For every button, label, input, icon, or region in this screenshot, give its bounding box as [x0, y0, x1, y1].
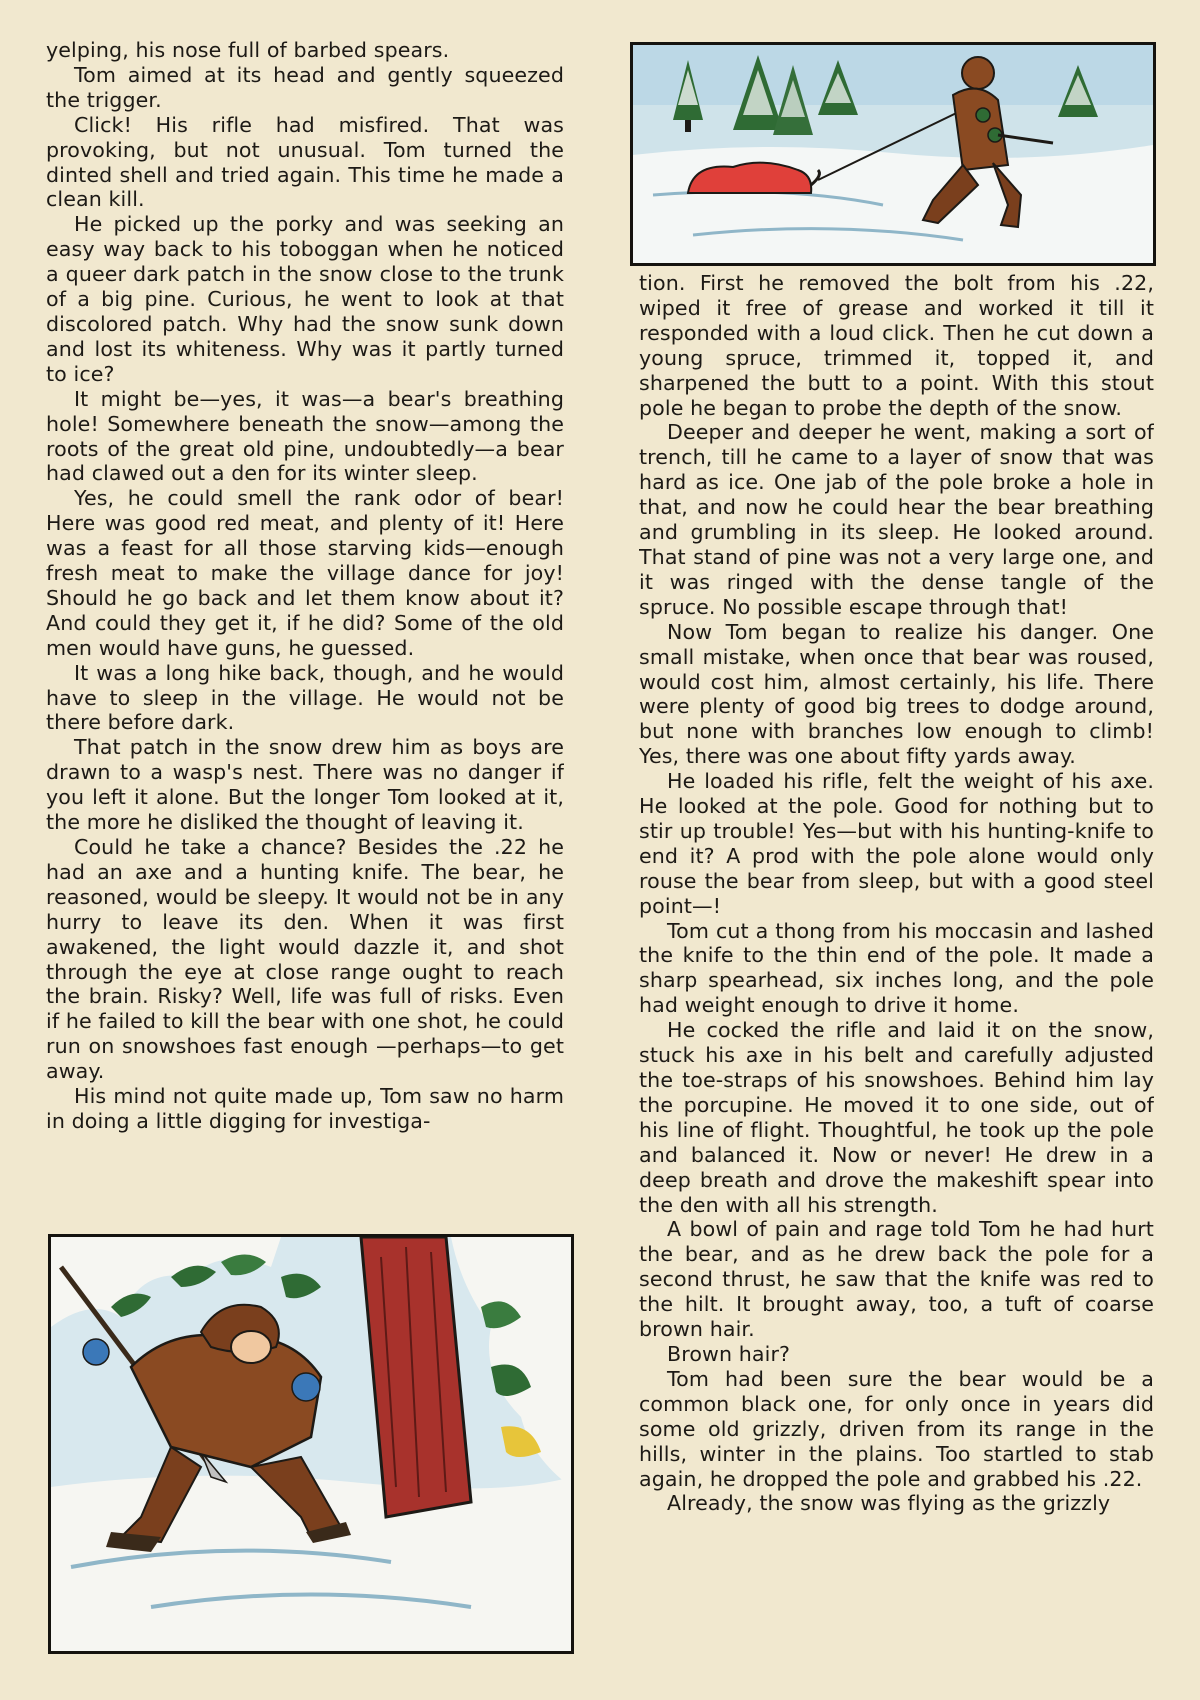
paragraph: tion. First he removed the bolt from his .22, wiped it free of grease and worked it till it responded with a loud click. Then he cut down a young spruce, trimmed it, topped it, and sharpened the butt to a point. With this stout pole he began to probe the depth of the snow.	[639, 271, 1154, 420]
paragraph: Brown hair?	[667, 1341, 791, 1366]
paragraph: Tom had been sure the bear would be a common black one, for only once in years did some old grizzly, driven from its range in the hills, winter in the plains. Too startled to stab again, he dropped the pole and grabbed his .22.	[639, 1366, 1154, 1491]
illustration-man-with-spear	[48, 1234, 574, 1654]
paragraph: Now Tom began to realize his danger. One small mistake, when once that bear was roused, would cost him, almost certainly, his life. There were plenty of good big trees to dodge around, but none with branches low enough to climb! Yes, there was one about fifty yards away.	[639, 619, 1154, 769]
paragraph: He cocked the rifle and laid it on the snow, stuck his axe in his belt and carefully adjusted the toe-straps of his snowshoes. Behind him lay the porcupine. He moved it to one side, out of his line of flight. Thoughtful, he took up the pole and balanced it. Now or never! He drew in a deep breath and drove the makeshift spear into the den with all his strength.	[639, 1018, 1154, 1217]
left-text-column	[46, 38, 564, 1213]
right-text-column	[639, 271, 1154, 1641]
paragraph: It was a long hike back, though, and he would have to sleep in the village. He would not be there before dark.	[46, 660, 564, 735]
paragraph: Deeper and deeper he went, making a sort of trench, till he came to a layer of snow that was hard as ice. One jab of the pole broke a hole in that, and now he could hear the bear breathing and grumbling in its sleep. He looked around. That stand of pine was not a very large one, and it was ringed with the dense tangle of the spruce. No possible escape through that!	[639, 420, 1154, 619]
paragraph: It might be—yes, it was—a bear's breathing hole! Somewhere beneath the snow—among the roots of the great old pine, undoubtedly—a bear had clawed out a den for its winter sleep.	[46, 386, 564, 486]
paragraph: A bowl of pain and rage told Tom he had hurt the bear, and as he drew back the pole for a second thrust, he saw that the knife was red to the hilt. It brought away, too, a tuft of coarse brown hair.	[639, 1217, 1154, 1342]
paragraph: He loaded his rifle, felt the weight of his axe. He looked at the pole. Good for nothing but to stir up trouble! Yes—but with his hunting-knife to end it? A prod with the pole alone would only rouse the bear from sleep, but with a good steel point—!	[639, 769, 1154, 918]
paragraph: His mind not quite made up, Tom saw no harm in doing a little digging for investiga-	[46, 1084, 564, 1133]
paragraph: Already, the snow was flying as the grizzly	[667, 1491, 1111, 1516]
paragraph: Click! His rifle had misfired. That was provoking, but not unusual. Tom turned the dinted shell and tried again. This time he made a clean kill.	[46, 112, 564, 212]
paragraph: Yes, he could smell the rank odor of bear! Here was good red meat, and plenty of it! Here was a feast for all those starving kids—enough fresh meat to make the village dance for joy! Should he go back and let them know about it? And could they get it, if he did? Some of the old men would have guns, he guessed.	[46, 486, 564, 660]
paragraph: Tom cut a thong from his moccasin and lashed the knife to the thin end of the pole. It made a sharp spearhead, six inches long, and the pole had weight enough to drive it home.	[639, 918, 1154, 1018]
toboggan-scene-svg	[633, 45, 1153, 263]
illustration-man-pulling-toboggan	[630, 42, 1156, 266]
paragraph: He picked up the porky and was seeking an easy way back to his toboggan when he noticed a queer dark patch in the snow close to the trunk of a big pine. Curious, he went to look at that discolored patch. Why had the snow sunk down and lost its whiteness. Why was it partly turned to ice?	[46, 212, 564, 386]
paragraph: That patch in the snow drew him as boys are drawn to a wasp's nest. There was no danger if you left it alone. But the longer Tom looked at it, the more he disliked the thought of leaving it.	[46, 735, 564, 835]
paragraph: Could he take a chance? Besides the .22 he had an axe and a hunting knife. The bear, he reasoned, would be sleepy. It would not be in any hurry to leave its den. When it was first awakened, the light would dazzle it, and shot through the eye at close range ought to reach the brain. Risky? Well, life was full of risks. Even if he failed to kill the bear with one shot, he could run on snowshoes fast enough —perhaps—to get away.	[46, 835, 564, 1084]
spear-scene-svg	[51, 1237, 571, 1651]
paragraph: yelping, his nose full of barbed spears.	[46, 38, 450, 62]
paragraph: Tom aimed at its head and gently squeezed the trigger.	[46, 62, 564, 112]
